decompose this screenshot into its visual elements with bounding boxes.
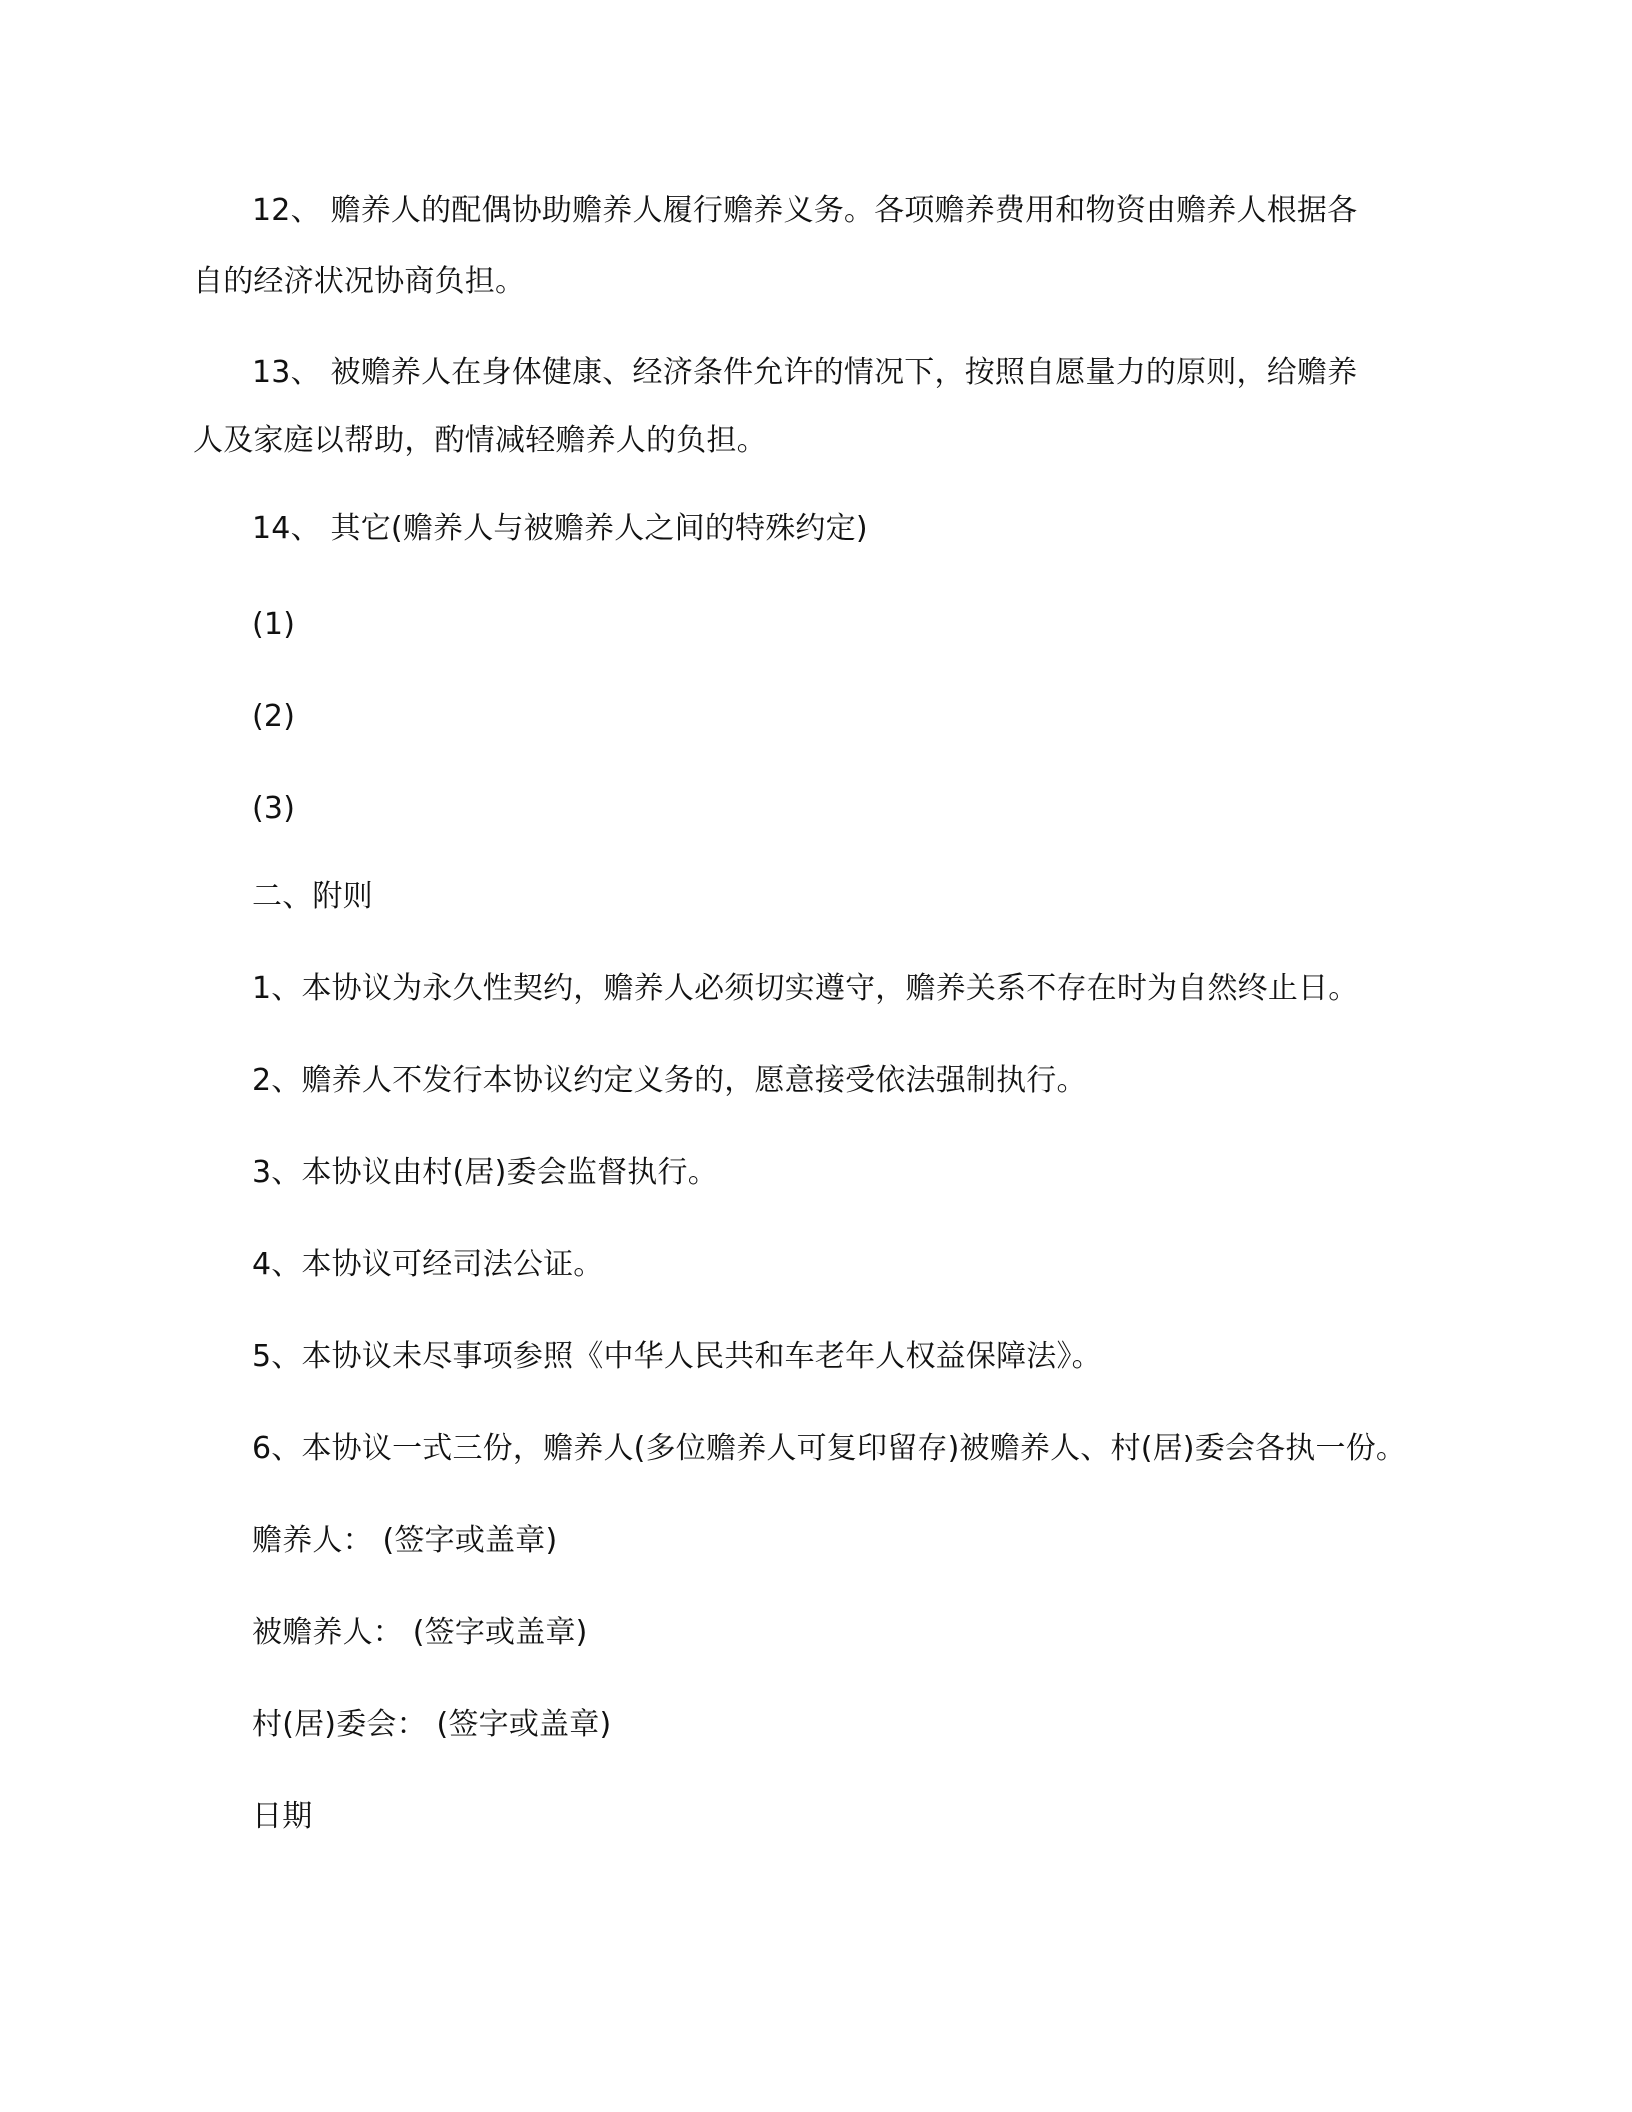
special-item-3: (3): [252, 791, 296, 826]
date-label: 日期: [252, 1799, 313, 1834]
appendix-item-5: 5、本协议未尽事项参照《中华人民共和车老年人权益保障法》。: [252, 1339, 1102, 1374]
section-heading: 二、附则: [252, 879, 373, 914]
signature-committee: 村(居)委会： (签字或盖章): [252, 1707, 612, 1742]
appendix-item-4: 4、本协议可经司法公证。: [252, 1247, 604, 1282]
signature-supported-person: 被赡养人： (签字或盖章): [252, 1615, 588, 1650]
clause-13-line-1: 13、 被赡养人在身体健康、经济条件允许的情况下，按照自愿量力的原则，给赡养: [252, 355, 1358, 390]
signature-supporter: 赡养人： (签字或盖章): [252, 1523, 558, 1558]
special-item-2: (2): [252, 699, 296, 734]
appendix-item-2: 2、赡养人不发行本协议约定义务的，愿意接受依法强制执行。: [252, 1063, 1087, 1098]
appendix-item-3: 3、本协议由村(居)委会监督执行。: [252, 1155, 718, 1190]
clause-13-line-2: 人及家庭以帮助，酌情减轻赡养人的负担。: [193, 423, 767, 458]
clause-14: 14、 其它(赡养人与被赡养人之间的特殊约定): [252, 511, 868, 546]
clause-12-line-2: 自的经济状况协商负担。: [193, 264, 526, 299]
appendix-item-6: 6、本协议一式三份，赡养人(多位赡养人可复印留存)被赡养人、村(居)委会各执一份。: [252, 1431, 1407, 1466]
special-item-1: (1): [252, 607, 296, 642]
clause-12-line-1: 12、 赡养人的配偶协助赡养人履行赡养义务。各项赡养费用和物资由赡养人根据各: [252, 193, 1358, 228]
appendix-item-1: 1、本协议为永久性契约，赡养人必须切实遵守，赡养关系不存在时为自然终止日。: [252, 971, 1359, 1006]
